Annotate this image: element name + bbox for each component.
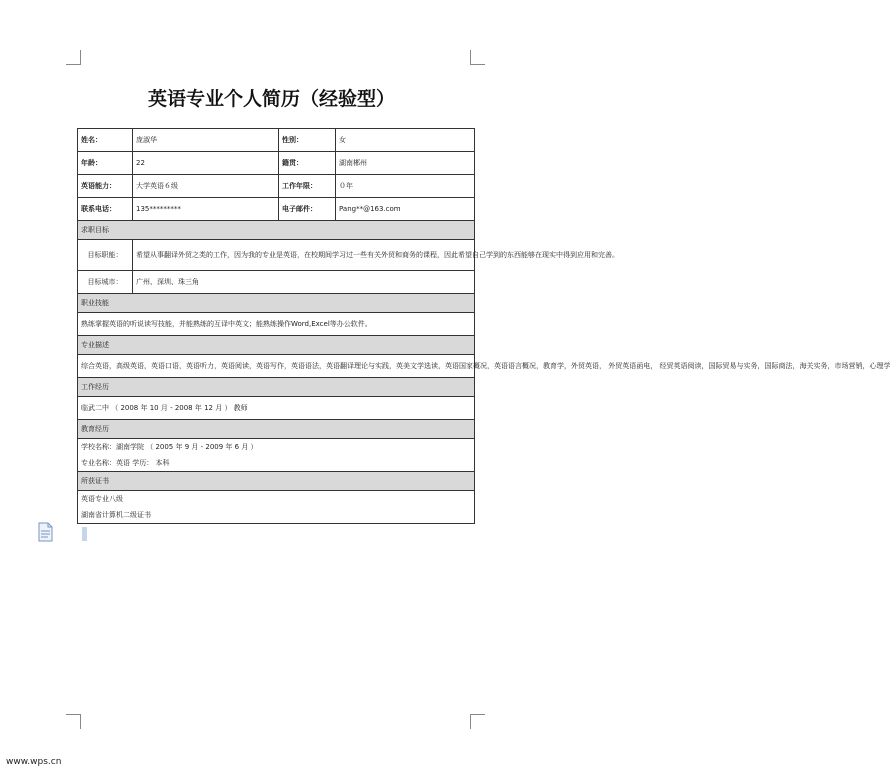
- edu-row: [78, 439, 475, 472]
- origin-label: 籍贯：: [279, 152, 336, 175]
- document-icon[interactable]: [38, 522, 53, 542]
- page-title: 英语专业个人简历（经验型）: [147, 88, 395, 110]
- cert-item: 湖南省计算机二级证书: [81, 511, 151, 519]
- work-years-value: ０年: [336, 175, 475, 198]
- city-label: 目标城市：: [78, 271, 133, 294]
- basic-row: [78, 152, 475, 175]
- skills-row: [78, 313, 475, 336]
- work-heading: 工作经历: [78, 378, 475, 397]
- major-text: 综合英语，高级英语，英语口语，英语听力，英语阅读，英语写作，英语语法，英语翻译理论与实践，英美文学选读，英语国家概况，英语语言概况，教育学，外贸英语， 外贸英语函电， 经贸英语阅读，国际贸易与实务，国际商法，海关实务，市场营销，心理学: [78, 355, 475, 378]
- certs-row: [78, 491, 475, 524]
- basic-row: [78, 175, 475, 198]
- skills-heading: 职业技能: [78, 294, 475, 313]
- objective-heading: 求职目标: [78, 221, 475, 240]
- origin-value: 湖南郴州: [336, 152, 475, 175]
- section-header: [78, 420, 475, 439]
- phone-value: 135*********: [133, 198, 279, 221]
- major-row: [78, 355, 475, 378]
- page-corner-mark: [470, 50, 485, 65]
- goal-label: [78, 240, 133, 271]
- page-corner-mark: [66, 714, 81, 729]
- work-years-label: 工作年限：: [279, 175, 336, 198]
- section-header: [78, 472, 475, 491]
- edu-school: 学校名称：湖南学院 （ 2005 年 9 月 - 2009 年 6 月 ）: [81, 443, 258, 451]
- edu-major: 专业名称：英语 学历： 本科: [81, 459, 170, 467]
- resume-table: [77, 128, 890, 524]
- section-header: [78, 378, 475, 397]
- certs-cell: [78, 491, 475, 524]
- goal-label-text: 目标职能：: [87, 251, 123, 259]
- gender-label: 性别：: [279, 129, 336, 152]
- age-label: 年龄：: [78, 152, 133, 175]
- name-label: 姓名：: [78, 129, 133, 152]
- edu-heading: 教育经历: [78, 420, 475, 439]
- cert-item: 英语专业八级: [81, 495, 123, 503]
- objective-row: [78, 240, 475, 271]
- english-level-value: 大学英语６级: [133, 175, 279, 198]
- email-label: 电子邮件：: [279, 198, 336, 221]
- footer-watermark: www.wps.cn: [6, 757, 62, 767]
- work-text: 临武二中 （ 2008 年 10 月 - 2008 年 12 月 ） 教师: [78, 397, 475, 420]
- edu-cell: [78, 439, 475, 472]
- section-header: [78, 221, 475, 240]
- section-header: [78, 294, 475, 313]
- english-level-label: 英语能力：: [78, 175, 133, 198]
- work-row: [78, 397, 475, 420]
- name-value: 庞淑华: [133, 129, 279, 152]
- skills-text: 熟练掌握英语的听说读写技能，并能熟练的互译中英文；能熟练操作Word,Excel等办公软件。: [78, 313, 475, 336]
- city-value: 广州、深圳、珠三角: [133, 271, 475, 294]
- text-cursor: [82, 527, 87, 541]
- age-value: 22: [133, 152, 279, 175]
- section-header: [78, 336, 475, 355]
- goal-text: 希望从事翻译外贸之类的工作，因为我的专业是英语，在校期间学习过一些有关外贸和商务的课程，因此希望自己学到的东西能够在现实中得到应用和完善。: [133, 240, 475, 271]
- page-corner-mark: [470, 714, 485, 729]
- page-corner-mark: [66, 50, 81, 65]
- gender-value: 女: [336, 129, 475, 152]
- email-value: Pang**@163.com: [336, 198, 475, 221]
- basic-row: [78, 198, 475, 221]
- phone-label: 联系电话：: [78, 198, 133, 221]
- objective-row: [78, 271, 475, 294]
- major-heading: 专业描述: [78, 336, 475, 355]
- certs-heading: 所获证书: [78, 472, 475, 491]
- basic-row: [78, 129, 475, 152]
